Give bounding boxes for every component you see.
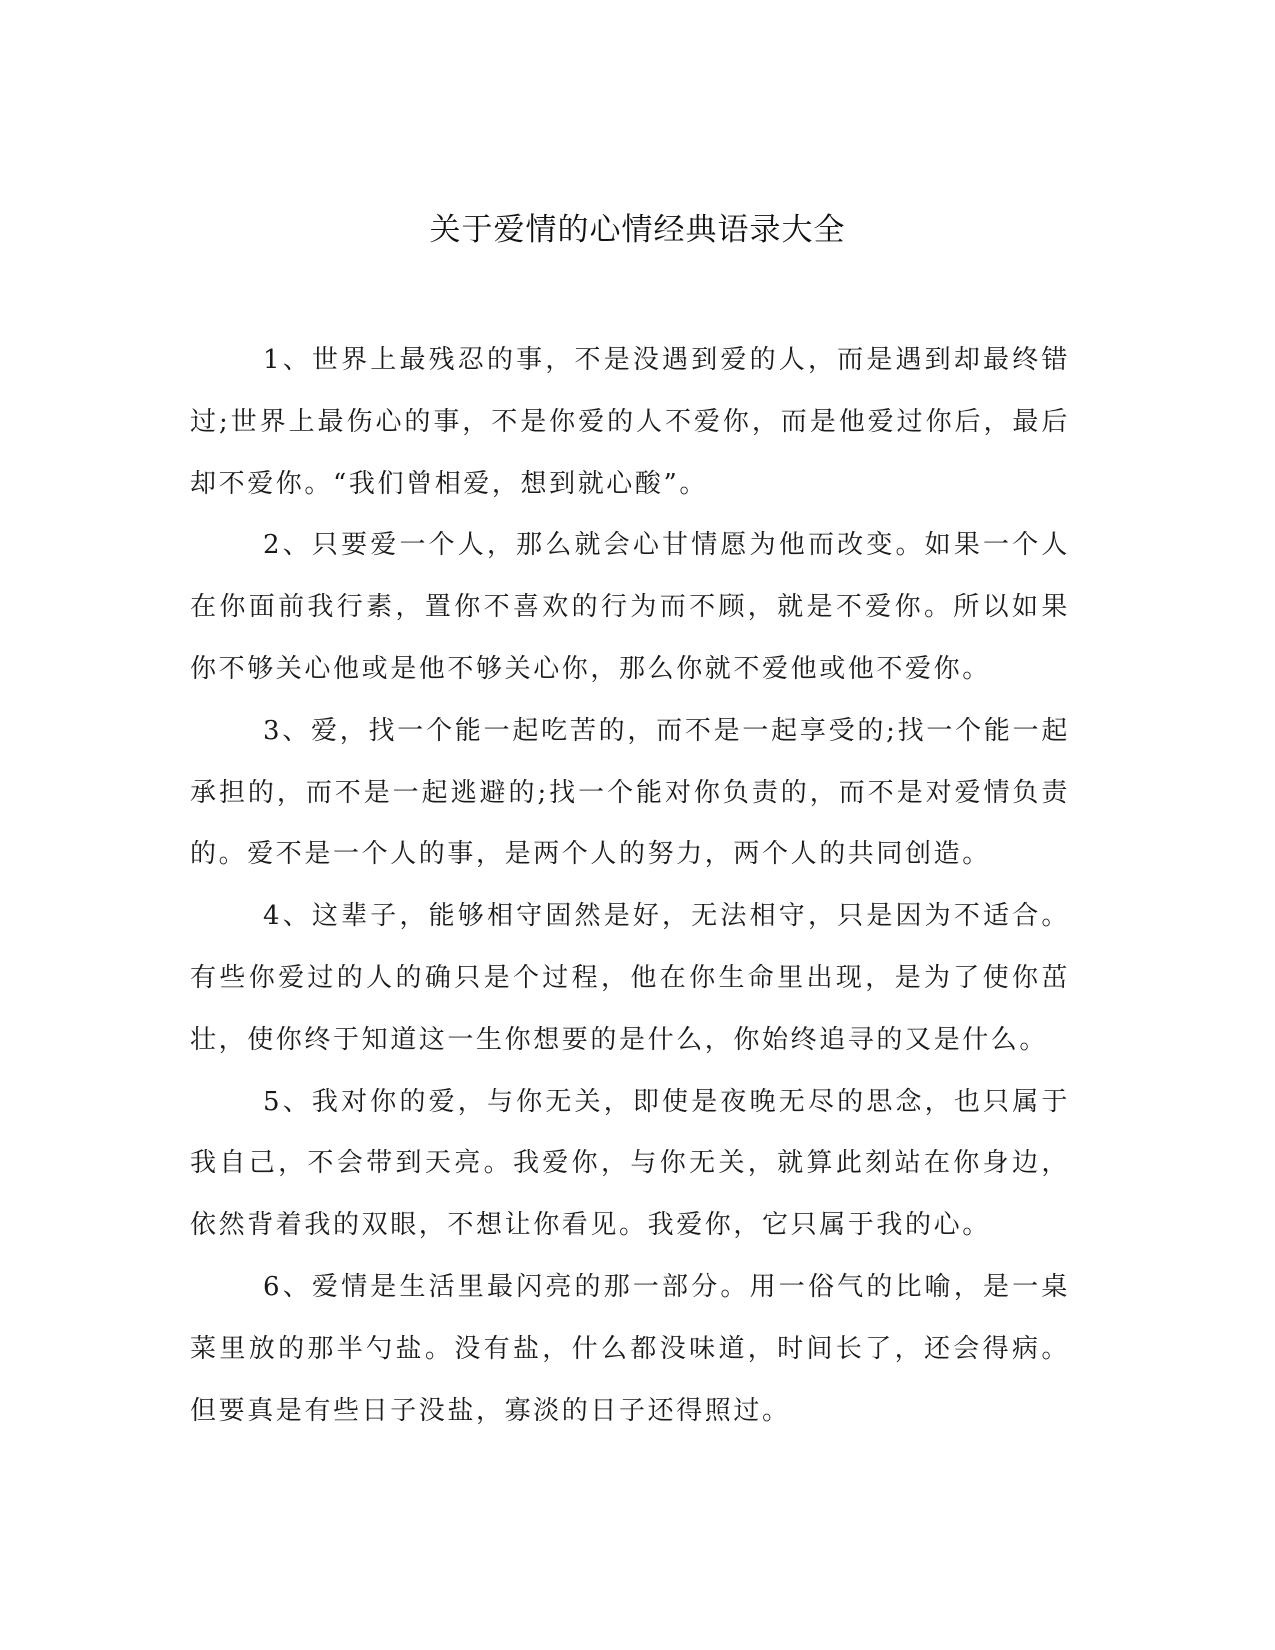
quote-paragraph-3: 3、爱，找一个能一起吃苦的，而不是一起享受的;找一个能一起承担的，而不是一起逃避的;找一个能对你负责的，而不是对爱情负责的。爱不是一个人的事，是两个人的努力，两个人的共同创造。 [190,715,1070,870]
quote-paragraph-1: 1、世界上最残忍的事，不是没遇到爱的人，而是遇到却最终错过;世界上最伤心的事，不是你爱的人不爱你，而是他爱过你后，最后却不爱你。“我们曾相爱，想到就心酸”。 [190,345,1070,499]
document-title: 关于爱情的心情经典语录大全 [429,212,846,248]
document-body [190,330,1070,1442]
quote-paragraph-2: 2、只要爱一个人，那么就会心甘情愿为他而改变。如果一个人在你面前我行素，置你不喜欢的行为而不顾，就是不爱你。所以如果你不够关心他或是他不够关心你，那么你就不爱他或他不爱你。 [190,530,1070,684]
quote-paragraph-4: 4、这辈子，能够相守固然是好，无法相守，只是因为不适合。有些你爱过的人的确只是个过程，他在你生命里出现，是为了使你茁壮，使你终于知道这一生你想要的是什么，你始终追寻的又是什么。 [190,901,1070,1055]
quote-paragraph-6: 6、爱情是生活里最闪亮的那一部分。用一俗气的比喻，是一桌菜里放的那半勺盐。没有盐，什么都没味道，时间长了，还会得病。但要真是有些日子没盐，寡淡的日子还得照过。 [190,1271,1070,1426]
quote-paragraph-5: 5、我对你的爱，与你无关，即使是夜晚无尽的思念，也只属于我自己，不会带到天亮。我爱你，与你无关，就算此刻站在你身边，依然背着我的双眼，不想让你看见。我爱你，它只属于我的心。 [190,1086,1070,1241]
